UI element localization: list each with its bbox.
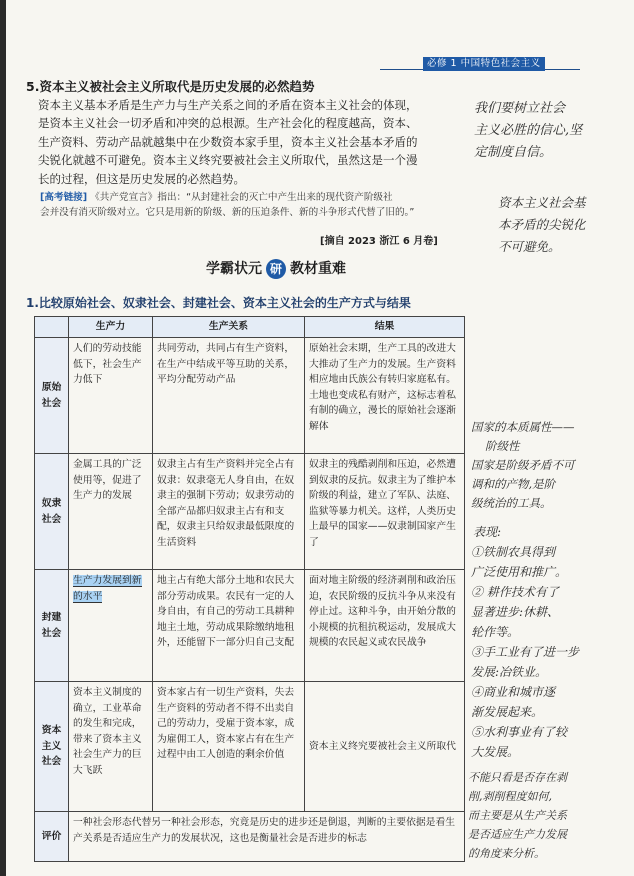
cell-result: 面对地主阶级的经济剥削和政治压迫，农民阶级的反抗斗争从来没有停止过。这种斗争，由开始分散的小规模的抗租抗税运动，发展成大规模的农民起义或农民战争 [305, 570, 465, 682]
cell-relations: 地主占有绝大部分土地和农民大部分劳动成果。农民有一定的人身自由，有自己的劳动工具耕种地主土地，劳动成果除缴纳地租外，还能留下一部分归自己支配 [153, 570, 305, 682]
note-line: ② 耕作技术有了 [471, 585, 559, 599]
cell-result: 奴隶主的残酷剥削和压迫，必然遭到奴隶的反抗。奴隶主为了维护本阶级的利益，建立了军队、法庭、监狱等暴力机关。这样，人类历史上最早的国家——奴隶制国家产生了 [305, 454, 465, 570]
note-line: 的角度来分析。 [468, 847, 545, 860]
gaokao-quote-2: 会并没有消灭阶级对立。它只是用新的阶级、新的压迫条件、新的斗争形式代替了旧的。” [40, 207, 415, 218]
table-row [35, 454, 465, 570]
note-line: ①铁制农具得到 [471, 545, 556, 559]
cell-result: 原始社会末期，生产工具的改进大大推动了生产力的发展。生产资料相应地由氏族公有转归家庭私有。土地也变成私有财产，这标志着私有制的确立，漫长的原始社会逐渐解体 [305, 338, 465, 454]
note-line: 不能只看是否存在剥 [468, 771, 567, 784]
note-line: 调和的产物,是阶 [471, 477, 556, 491]
handwritten-note-4 [471, 522, 579, 762]
note-line: 渐发展起来。 [471, 705, 544, 719]
note-line: 国家是阶级矛盾不可 [471, 458, 575, 472]
table-header-row [35, 317, 465, 338]
comparison-table [34, 316, 465, 862]
note-line: 是否适应生产力发展 [468, 828, 567, 841]
paragraph-line: 尖锐化就越不可避免。资本主义终究要被社会主义所取代，虽然这是一个漫 [38, 153, 418, 168]
paragraph-line: 生产资料、劳动产品就越集中在少数资本家手里，资本主义社会基本矛盾的 [38, 134, 418, 149]
header-blank [35, 317, 69, 338]
section-title: 5.资本主义被社会主义所取代是历史发展的必然趋势 [26, 79, 315, 94]
highlighted-text: 生产力发展到新的水平 [73, 575, 142, 602]
evaluation-text: 一种社会形态代替另一种社会形态，究竟是历史的进步还是倒退，判断的主要依据是看生产关系是否适应生产力的发展状况，这也是衡量社会是否进步的标志 [69, 812, 465, 862]
row-name: 资本主义社会 [35, 682, 69, 812]
cell-relations: 共同劳动，共同占有生产资料，在生产中结成平等互助的关系，平均分配劳动产品 [153, 338, 305, 454]
note-line: 资本主义社会基 [498, 195, 586, 210]
note-line: 级统治的工具。 [471, 496, 552, 510]
note-line: 发展:冶铁业。 [471, 665, 548, 679]
note-line: 大发展。 [471, 745, 520, 759]
note-line: 表现: [473, 525, 502, 539]
evaluation-row [35, 812, 465, 862]
scan-edge [0, 0, 6, 876]
note-line: 不可避免。 [498, 239, 561, 254]
cell-productivity: 金属工具的广泛使用等，促进了生产力的发展 [69, 454, 153, 570]
header-result: 结果 [305, 317, 465, 338]
row-name: 评价 [35, 812, 69, 862]
banner-right: 教材重难 [290, 261, 346, 277]
note-line: ④商业和城市逐 [471, 685, 556, 699]
row-name: 原始社会 [35, 338, 69, 454]
cell-productivity: 资本主义制度的确立，工业革命的发生和完成，带来了资本主义社会生产力的巨大飞跃 [69, 682, 153, 812]
gaokao-quote-1: 《共产党宣言》指出：“从封建社会的灭亡中产生出来的现代资产阶级社 [90, 192, 393, 203]
table-row [35, 338, 465, 454]
gaokao-link [40, 190, 472, 220]
note-line: 显著进步:休耕、 [471, 605, 560, 619]
note-line: 本矛盾的尖锐化 [498, 217, 586, 232]
gaokao-tag: [高考链接] [40, 192, 88, 203]
cell-relations: 奴隶主占有生产资料并完全占有奴隶：奴隶毫无人身自由，在奴隶主的强制下劳动；奴隶劳动的全部产品都归奴隶主占有和支配，奴隶主只给奴隶最低限度的生活资料 [153, 454, 305, 570]
banner-badge: 研 [266, 259, 286, 279]
note-line: 而主要是从生产关系 [468, 809, 567, 822]
cell-relations: 资本家占有一切生产资料，失去生产资料的劳动者不得不出卖自己的劳动力，受雇于资本家，成为雇佣工人，资本家占有在生产过程中由工人创造的剩余价值 [153, 682, 305, 812]
handwritten-note-3 [471, 418, 575, 513]
row-name: 封建社会 [35, 570, 69, 682]
row-name: 奴隶社会 [35, 454, 69, 570]
header-relations: 生产关系 [153, 317, 305, 338]
note-line: 阶级性 [485, 439, 520, 453]
handwritten-note-2 [498, 192, 586, 258]
note-line: 主义必胜的信心,坚 [474, 123, 583, 138]
note-line: 削,剥削程度如何, [468, 790, 552, 803]
handwritten-note-1 [474, 98, 582, 164]
gaokao-source: [摘自 2023 浙江 6 月卷] [320, 236, 438, 247]
paragraph-line: 是资本主义社会一切矛盾和冲突的总根源。生产社会化的程度越高，资本、 [38, 116, 418, 131]
paragraph-line: 资本主义基本矛盾是生产力与生产关系之间的矛盾在资本主义社会的体现， [38, 98, 418, 112]
handwritten-note-5 [468, 768, 567, 863]
cell-result: 资本主义终究要被社会主义所取代 [305, 682, 465, 812]
header-productivity: 生产力 [69, 317, 153, 338]
note-line: 轮作等。 [471, 625, 520, 639]
note-line: ⑤水利事业有了较 [471, 725, 568, 739]
table-row [35, 682, 465, 812]
cell-productivity [69, 570, 153, 682]
section-paragraph [38, 96, 466, 188]
table-row [35, 570, 465, 682]
banner-left: 学霸状元 [206, 261, 262, 277]
section-banner [206, 258, 346, 279]
paragraph-line: 长的过程，但这是历史发展的必然趋势。 [38, 171, 245, 186]
note-line: 定制度自信。 [474, 145, 553, 160]
note-line: ③手工业有了进一步 [471, 645, 580, 659]
cell-productivity: 人们的劳动技能低下，社会生产力低下 [69, 338, 153, 454]
header-tag: 必修 1 中国特色社会主义 [423, 57, 545, 71]
note-line: 广泛使用和推广。 [471, 565, 568, 579]
note-line: 国家的本质属性—— [471, 420, 575, 434]
table-title: 1.比较原始社会、奴隶社会、封建社会、资本主义社会的生产方式与结果 [26, 296, 411, 310]
note-line: 我们要树立社会 [474, 101, 566, 116]
